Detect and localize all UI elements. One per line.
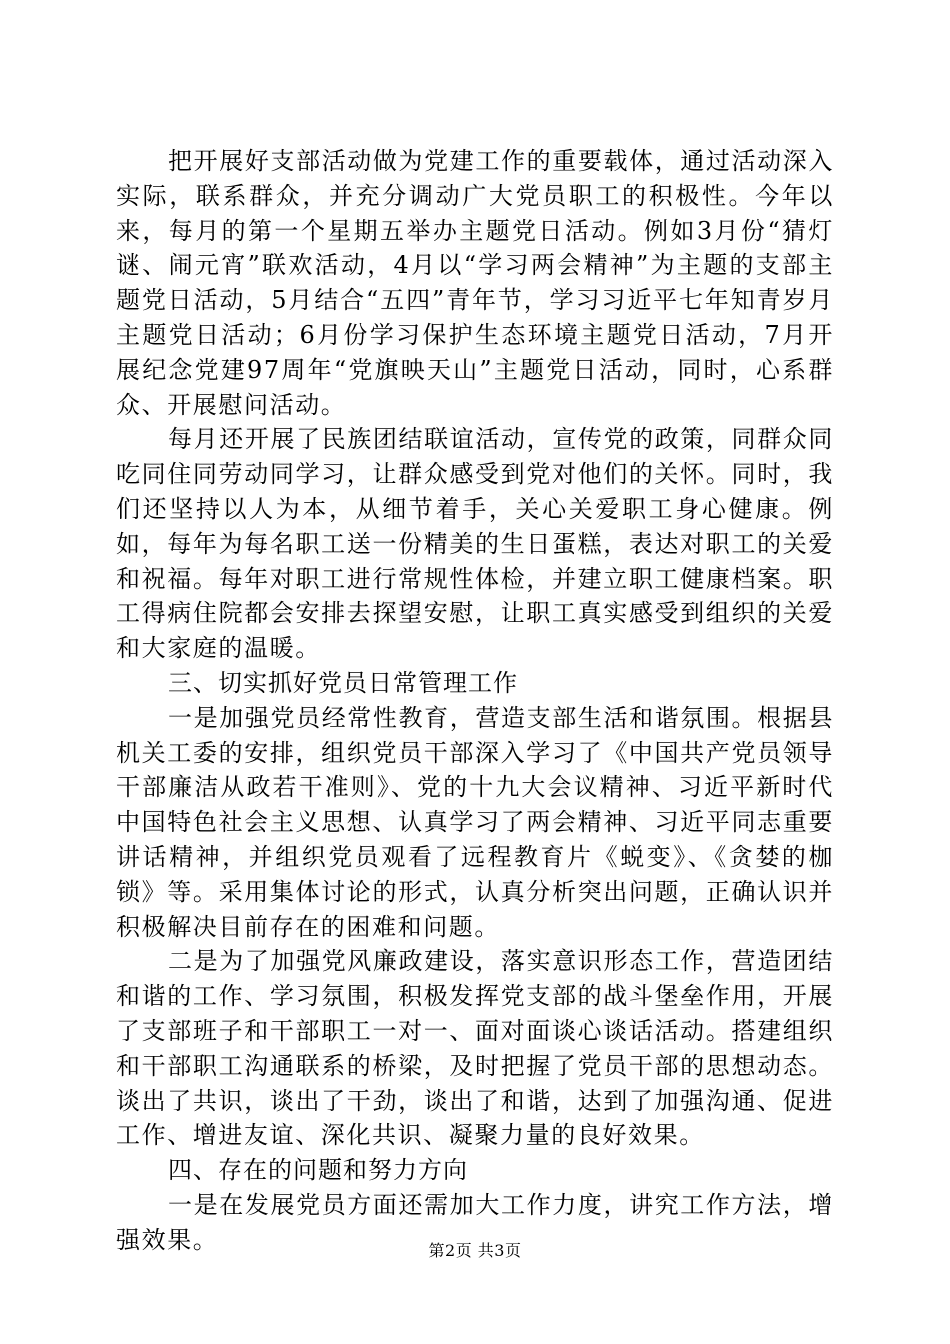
section-heading: 四、存在的问题和努力方向: [168, 1156, 468, 1185]
section-heading: 三、切实抓好党员日常管理工作: [168, 668, 518, 697]
body-paragraph: 一是在发展党员方面还需加大工作力度，讲究工作方法，增强效果。: [116, 1190, 834, 1254]
body-paragraph: 每月还开展了民族团结联谊活动，宣传党的政策，同群众同吃同住同劳动同学习，让群众感受到党对他们的关怀。同时，我们还坚持以人为本，从细节着手，关心关爱职工身心健康。例如，每年为每名职工送一份精美的生日蛋糕，表达对职工的关爱和祝福。每年对职工进行常规性体检，并建立职工健康档案。职工得病住院都会安排去探望安慰，让职工真实感受到组织的关爱和大家庭的温暖。: [116, 425, 834, 663]
body-paragraph: 一是加强党员经常性教育，营造支部生活和谐氛围。根据县机关工委的安排，组织党员干部深入学习了《中国共产党员领导干部廉洁从政若干准则》、党的十九大会议精神、习近平新时代中国特色社会主义思想、认真学习了两会精神、习近平同志重要讲话精神，并组织党员观看了远程教育片《蜕变》、《贪婪的枷锁》等。采用集体讨论的形式，认真分析突出问题，正确认识并积极解决目前存在的困难和问题。: [116, 703, 834, 941]
page-number-footer: 第2页 共3页: [428, 1241, 522, 1260]
body-paragraph: 二是为了加强党风廉政建设，落实意识形态工作，营造团结和谐的工作、学习氛围，积极发挥党支部的战斗堡垒作用，开展了支部班子和干部职工一对一、面对面谈心谈话活动。搭建组织和干部职工沟通联系的桥梁，及时把握了党员干部的思想动态。谈出了共识，谈出了干劲，谈出了和谐，达到了加强沟通、促进工作、增进友谊、深化共识、凝聚力量的良好效果。: [116, 947, 834, 1150]
body-paragraph: 把开展好支部活动做为党建工作的重要载体，通过活动深入实际，联系群众，并充分调动广大党员职工的积极性。今年以来，每月的第一个星期五举办主题党日活动。例如3月份“猜灯谜、闹元宵”联欢活动，4月以“学习两会精神”为主题的支部主题党日活动，5月结合“五四”青年节，学习习近平七年知青岁月主题党日活动；6月份学习保护生态环境主题党日活动，7月开展纪念党建97周年“党旗映天山”主题党日活动，同时，心系群众、开展慰问活动。: [116, 147, 834, 419]
document-body: [116, 144, 834, 1258]
